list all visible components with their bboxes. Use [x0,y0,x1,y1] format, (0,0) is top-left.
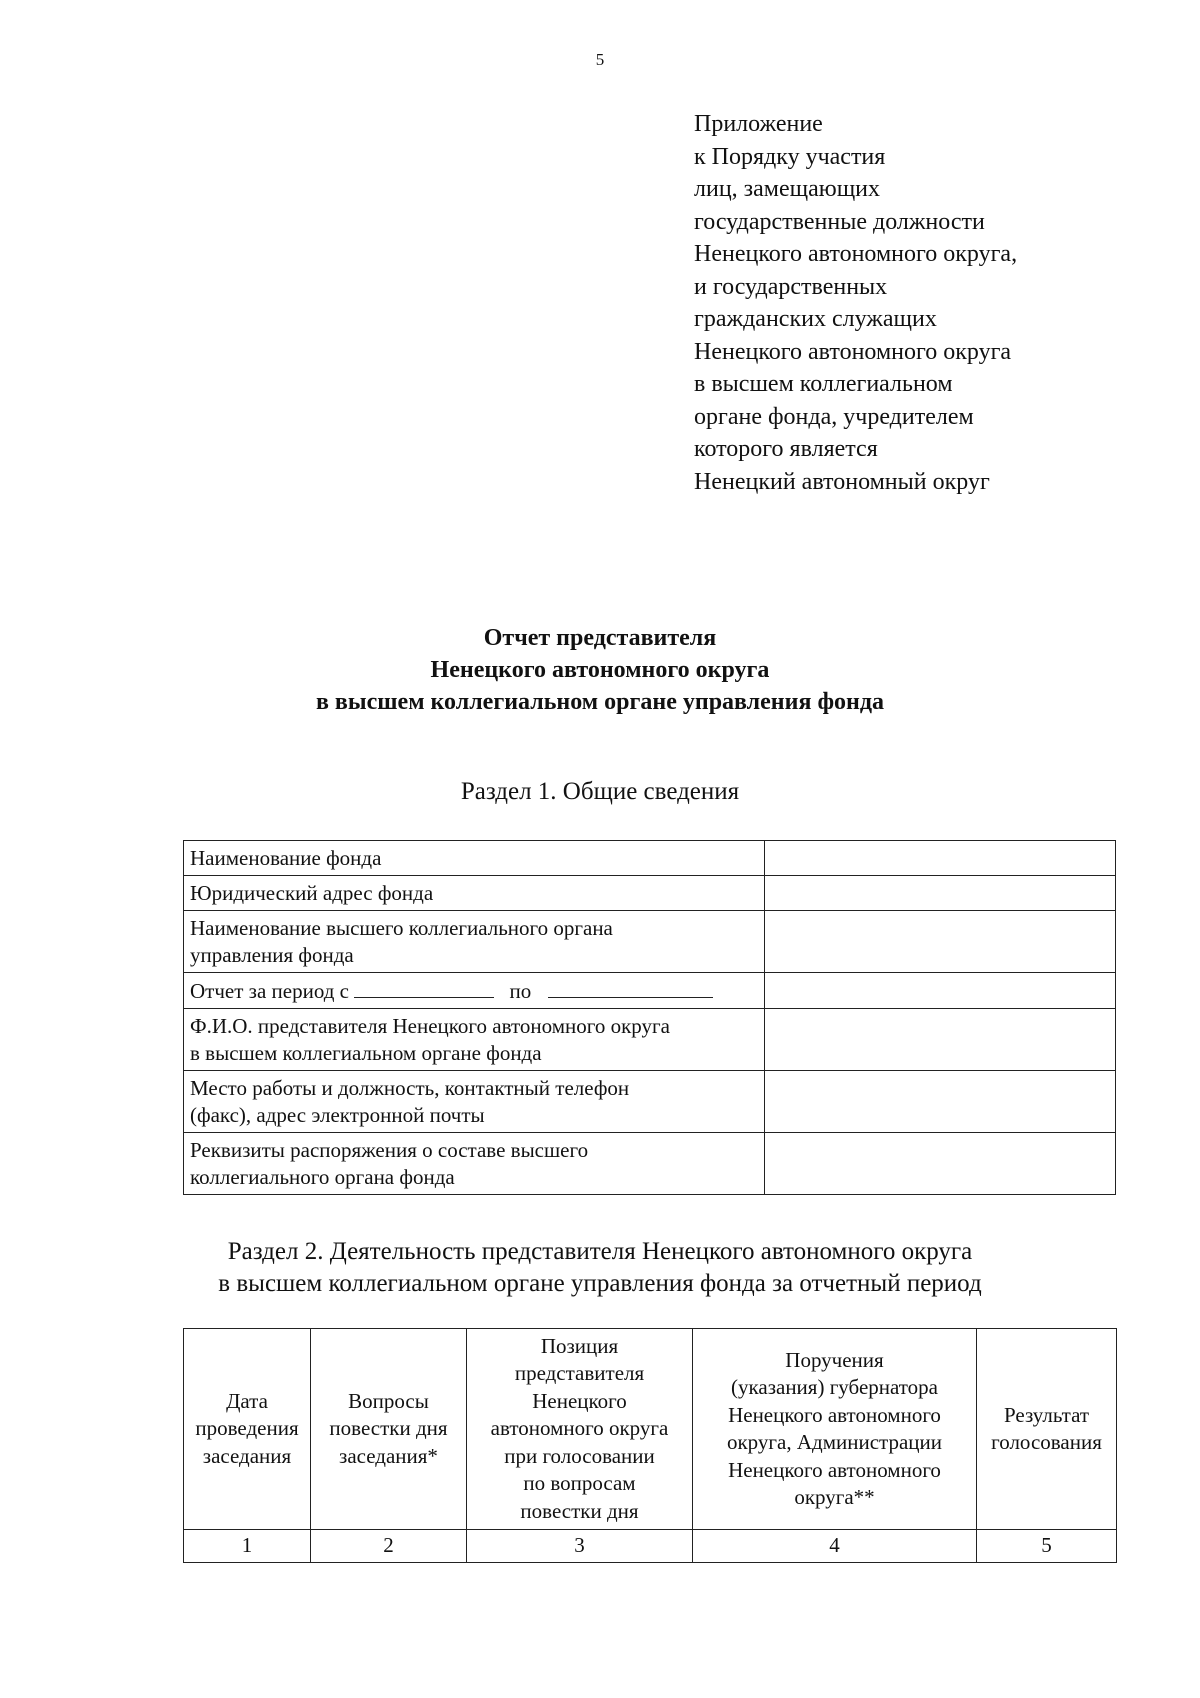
header-line: заседания [202,1443,292,1468]
table-row [184,841,1116,876]
value-cell[interactable] [764,973,1115,1009]
column-header-date [184,1329,311,1530]
table-row [184,1009,1116,1071]
appendix-line: гражданских служащих [694,306,937,332]
row-label [184,1071,765,1133]
row-label [184,911,765,973]
header-line: Дата [226,1388,268,1413]
column-header-instructions [693,1329,977,1530]
header-line: Результат [1003,1402,1090,1427]
row-label [184,841,765,876]
header-line: округа, Администрации [726,1430,942,1454]
appendix-line: органе фонда, учредителем [694,403,974,430]
header-line: заседания* [339,1443,438,1468]
header-line: (указания) губернатора [731,1375,938,1399]
label-line: коллегиального органа фонда [190,1165,455,1189]
general-info-table [183,840,1116,1195]
value-cell[interactable] [764,876,1115,911]
table-row [184,911,1116,973]
header-line: голосования [991,1430,1102,1454]
column-number: 1 [184,1530,311,1563]
column-header-result [977,1329,1117,1530]
period-start-blank[interactable] [354,977,494,998]
column-number-row [184,1530,1117,1563]
title-line: Отчет представителя [483,625,717,651]
title-line: в высшем коллегиальном органе управления фонда [315,689,885,715]
label-line: Ф.И.О. представителя Ненецкого автономного округа [190,1014,670,1038]
value-cell[interactable] [764,1071,1115,1133]
document-title [0,622,1200,718]
label-line: (факс), адрес электронной почты [190,1103,485,1127]
appendix-note [694,108,1154,498]
label-line: управления фонда [190,943,354,967]
column-number: 2 [311,1530,467,1563]
period-prefix: Отчет за период с [190,979,349,1003]
period-middle: по [509,979,532,1003]
header-line: округа** [794,1485,875,1509]
value-cell[interactable] [764,911,1115,973]
header-line: автономного округа [490,1416,669,1441]
appendix-line: государственные должности [694,208,985,235]
appendix-line: Ненецкого автономного округа [694,338,1012,365]
value-cell[interactable] [764,841,1115,876]
title-line: Ненецкого автономного округа [430,657,770,683]
header-line: Ненецкого [532,1388,627,1413]
column-number: 3 [467,1530,693,1563]
heading-line: в высшем коллегиальном органе управления фонда за отчетный период [218,1270,982,1297]
table-row [184,973,1116,1009]
header-line: проведения [195,1416,299,1441]
value-cell[interactable] [764,1009,1115,1071]
appendix-line: в высшем коллегиальном [694,371,953,397]
label-line: в высшем коллегиальном органе фонда [190,1041,542,1065]
column-number: 5 [977,1530,1117,1563]
section-1-heading: Раздел 1. Общие сведения [460,778,740,805]
appendix-line: Ненецкого автономного округа, [694,241,1018,267]
column-header-agenda [311,1329,467,1530]
row-label [184,1009,765,1071]
header-line: повестки дня [520,1498,639,1523]
row-label [184,876,765,911]
column-header-position [467,1329,693,1530]
value-cell[interactable] [764,1133,1115,1195]
header-line: Ненецкого автономного [728,1457,941,1482]
appendix-line: Приложение [694,111,823,137]
heading-line: Раздел 2. Деятельность представителя Ненецкого автономного округа [227,1238,973,1265]
label-line: Место работы и должность, контактный телефон [190,1076,630,1100]
activity-table [183,1328,1117,1563]
appendix-line: которого является [694,436,878,462]
header-line: при голосовании [504,1443,655,1468]
page-number: 5 [595,50,605,69]
row-label [184,1133,765,1195]
appendix-line: Ненецкий автономный округ [694,468,990,495]
label-line: Реквизиты распоряжения о составе высшего [190,1138,589,1162]
appendix-line: к Порядку участия [694,143,886,170]
header-line: представителя [514,1361,645,1386]
column-number: 4 [693,1530,977,1563]
period-end-blank[interactable] [548,977,713,998]
label-line: Юридический адрес фонда [190,881,434,905]
table-row [184,1071,1116,1133]
appendix-line: лиц, замещающих [694,176,881,202]
header-line: Поручения [785,1347,884,1372]
label-line: Наименование высшего коллегиального органа [190,916,613,940]
section-2-heading [0,1236,1200,1300]
header-line: Ненецкого автономного [728,1402,941,1427]
header-line: повестки дня [329,1416,448,1441]
table-header-row [184,1329,1117,1530]
label-line: Наименование фонда [190,846,382,870]
table-row [184,876,1116,911]
header-line: Позиция [540,1333,619,1358]
row-label [184,973,765,1009]
table-row [184,1133,1116,1195]
appendix-line: и государственных [694,273,888,300]
header-line: Вопросы [348,1388,429,1413]
header-line: по вопросам [523,1471,636,1496]
